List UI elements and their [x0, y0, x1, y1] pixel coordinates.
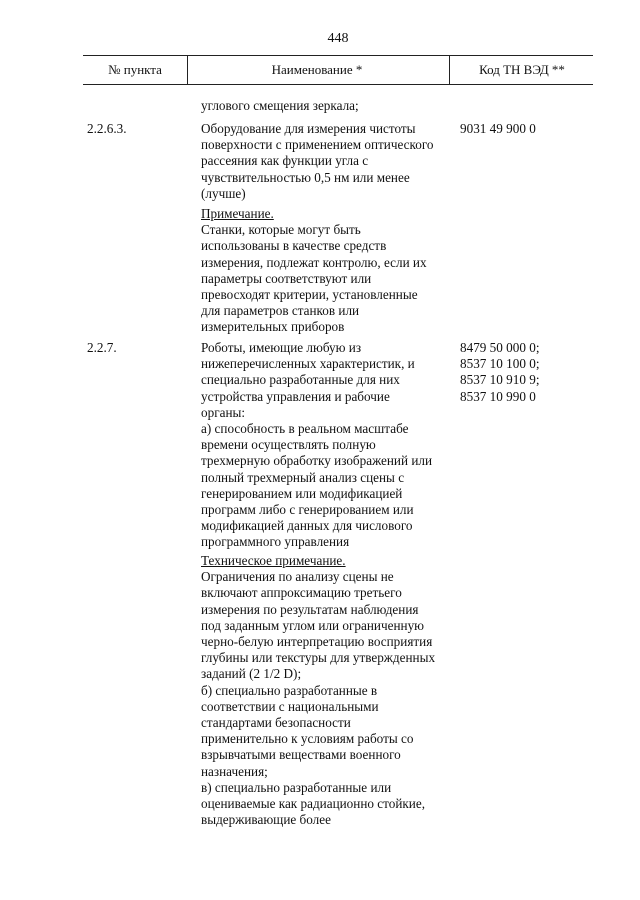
code-line: 8537 10 910 9;	[460, 372, 540, 388]
continuation-text	[201, 98, 463, 114]
note-line: использованы в качестве средств	[201, 238, 387, 254]
header-code: Код ТН ВЭД **	[479, 62, 565, 77]
description-line: специально разработанные для них	[201, 372, 400, 388]
technical-note-block	[201, 553, 463, 828]
note-block	[201, 206, 463, 336]
note-line: измерительных приборов	[201, 319, 345, 335]
description-line: органы:	[201, 404, 246, 420]
description-line: полный трехмерный анализ сцены с	[201, 469, 405, 485]
description-line: программного управления	[201, 534, 350, 550]
technical-note-line: черно-белую интерпретацию восприятия	[201, 634, 433, 650]
technical-note-line: б) специально разработанные в	[201, 682, 378, 698]
description-line: (лучше)	[201, 185, 246, 201]
item-codes	[460, 340, 600, 405]
continuation-line: углового смещения зеркала;	[201, 98, 359, 113]
technical-note-line: стандартами безопасности	[201, 715, 351, 731]
note-line: параметры соответствуют или	[201, 270, 372, 286]
description-line: нижеперечисленных характеристик, и	[201, 356, 415, 372]
item-number: 2.2.6.3.	[87, 121, 127, 136]
technical-note-title: Техническое примечание.	[201, 553, 346, 568]
technical-note-line: назначения;	[201, 763, 268, 779]
technical-note-line: под заданным углом или ограниченную	[201, 617, 425, 633]
note-line: измерения, подлежат контролю, если их	[201, 254, 427, 270]
technical-note-line: включают аппроксимацию третьего	[201, 585, 402, 601]
code-line: 8479 50 000 0;	[460, 340, 540, 355]
note-line: для параметров станков или	[201, 303, 360, 319]
description-line: чувствительностью 0,5 нм или менее	[201, 169, 410, 185]
table-header	[83, 55, 593, 85]
description-line: устройства управления и рабочие	[201, 388, 390, 404]
note-title: Примечание.	[201, 206, 274, 221]
description-line: времени осуществлять полную	[201, 437, 376, 453]
description-line: трехмерную обработку изображений или	[201, 453, 433, 469]
technical-note-line: глубины или текстуры для утвержденных	[201, 650, 436, 666]
technical-note-line: выдерживающие более	[201, 812, 331, 828]
code-line: 8537 10 100 0;	[460, 356, 540, 372]
item-description	[201, 121, 463, 202]
page-number: 448	[327, 31, 349, 46]
technical-note-line: применительно к условиям работы со	[201, 731, 414, 747]
header-item-number: № пункта	[108, 62, 162, 77]
description-line: Оборудование для измерения чистоты	[201, 121, 416, 136]
description-line: поверхности с применением оптического	[201, 137, 434, 153]
code-line: 8537 10 990 0	[460, 388, 536, 404]
note-line: превосходят критерии, установленные	[201, 287, 418, 303]
item-number: 2.2.7.	[87, 340, 117, 355]
description-line: программ либо с генерированием или	[201, 502, 414, 518]
header-name: Наименование *	[271, 62, 363, 77]
technical-note-line: Ограничения по анализу сцены не	[201, 569, 394, 585]
description-line: модификацией данных для числового	[201, 518, 413, 534]
item-description	[201, 340, 463, 551]
description-line: генерированием или модификацией	[201, 485, 403, 501]
item-codes	[460, 121, 600, 137]
note-line: Станки, которые могут быть	[201, 222, 361, 238]
technical-note-line: соответствии с национальными	[201, 698, 379, 714]
code-line: 9031 49 900 0	[460, 121, 536, 136]
header-divider	[449, 56, 450, 84]
technical-note-line: взрывчатыми веществами военного	[201, 747, 401, 763]
description-line: рассеяния как функции угла с	[201, 153, 369, 169]
technical-note-line: в) специально разработанные или	[201, 779, 392, 795]
technical-note-line: измерения по результатам наблюдения	[201, 601, 419, 617]
technical-note-line: оцениваемые как радиационно стойкие,	[201, 796, 425, 812]
description-line: а) способность в реальном масштабе	[201, 421, 409, 437]
technical-note-line: заданий (2 1/2 D);	[201, 666, 302, 682]
description-line: Роботы, имеющие любую из	[201, 340, 362, 355]
